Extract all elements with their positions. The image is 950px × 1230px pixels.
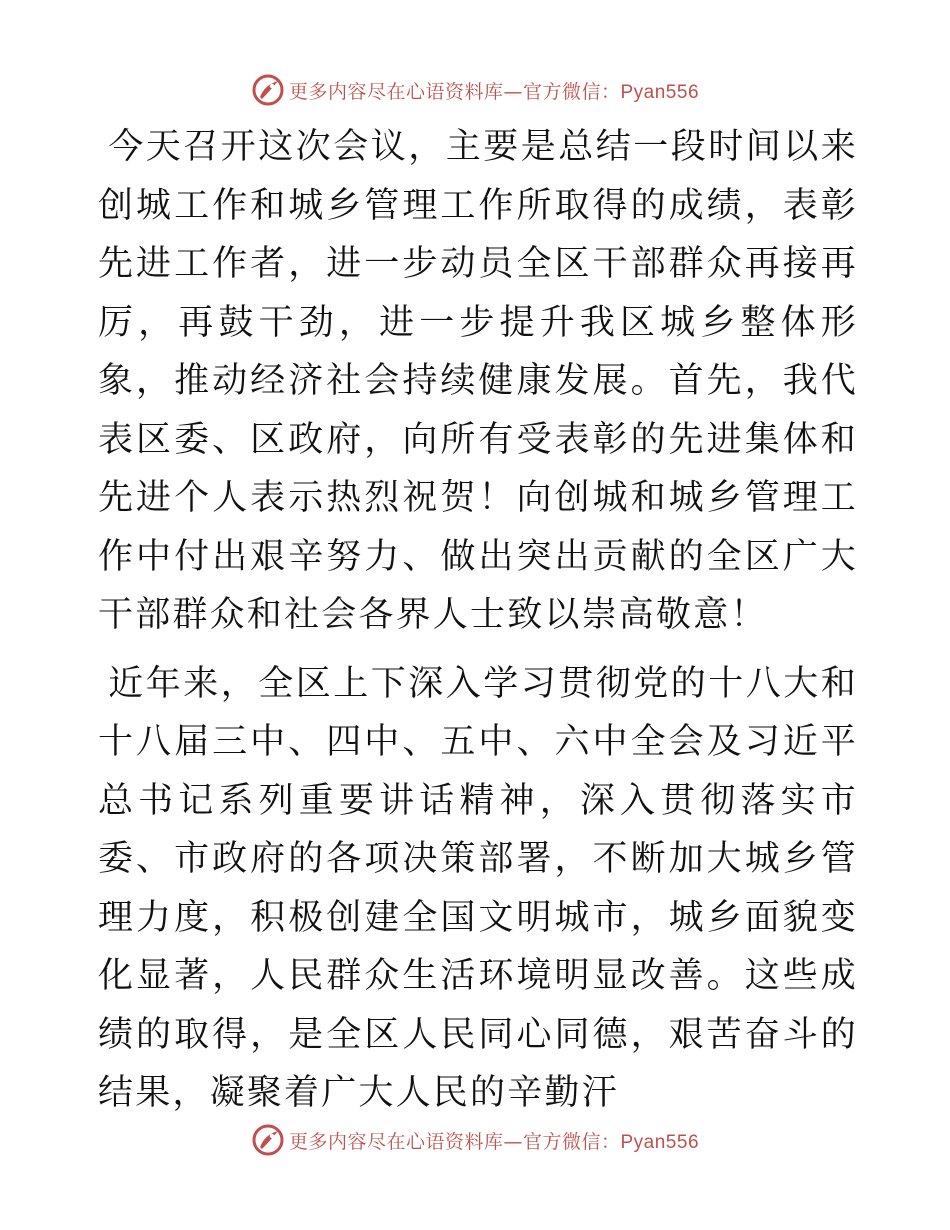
document-body	[98, 118, 858, 1123]
header-banner-text: 更多内容尽在心语资料库—官方微信：Pyan556	[288, 80, 700, 103]
header-banner	[0, 70, 950, 110]
brand-logo-icon	[251, 73, 285, 107]
footer-banner	[0, 1120, 950, 1160]
body-paragraph-2: 近年来，全区上下深入学习贯彻党的十八大和十八届三中、四中、五中、六中全会及习近平总书记系列重要讲话精神，深入贯彻落实市委、市政府的各项决策部署，不断加大城乡管理力度，积极创建全国文明城市，城乡面貌变化显著，人民群众生活环境明显改善。这些成绩的取得，是全区人民同心同德，艰苦奋斗的结果，凝聚着广大人民的辛勤汗	[98, 663, 858, 1113]
header-wechat-id: Pyan556	[620, 81, 700, 103]
brand-logo-icon	[251, 1123, 285, 1157]
footer-wechat-id: Pyan556	[620, 1131, 700, 1153]
body-paragraph-1: 今天召开这次会议，主要是总结一段时间以来创城工作和城乡管理工作所取得的成绩，表彰先进工作者，进一步动员全区干部群众再接再厉，再鼓干劲，进一步提升我区城乡整体形象，推动经济社会持续健康发展。首先，我代表区委、区政府，向所有受表彰的先进集体和先进个人表示热烈祝贺！向创城和城乡管理工作中付出艰辛努力、做出突出贡献的全区广大干部群众和社会各界人士致以崇高敬意！	[98, 127, 858, 635]
footer-banner-text: 更多内容尽在心语资料库—官方微信：Pyan556	[288, 1130, 700, 1153]
